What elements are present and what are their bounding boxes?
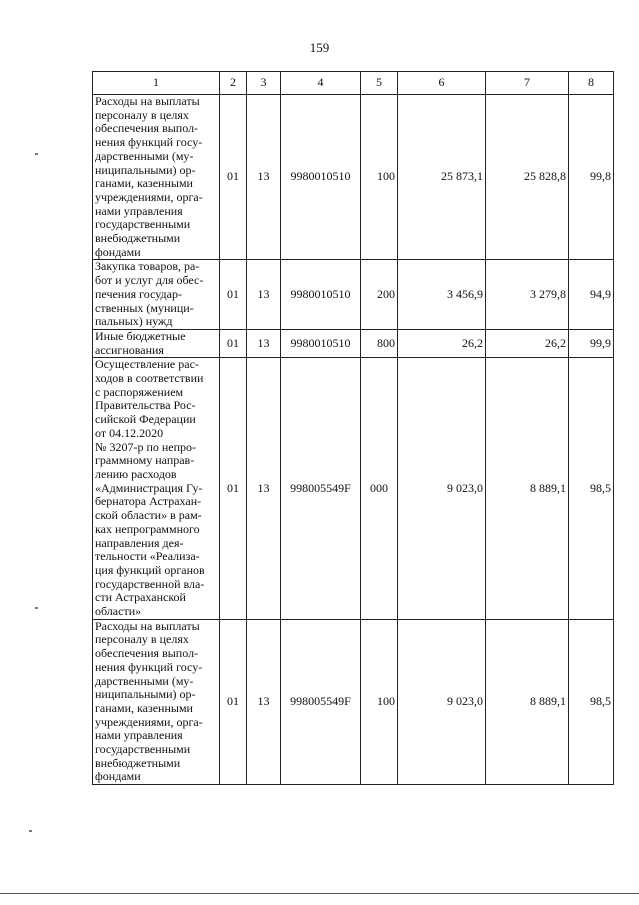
section-code: 01 [220, 619, 247, 784]
table-row [93, 619, 614, 784]
expense-type-code: 100 [361, 95, 398, 260]
table-row [93, 260, 614, 330]
actual-amount: 8 889,1 [486, 619, 569, 784]
execution-percent: 99,9 [569, 329, 614, 357]
section-code: 01 [220, 260, 247, 330]
page-number: 159 [309, 40, 330, 55]
column-header: 7 [486, 72, 569, 95]
actual-amount: 25 828,8 [486, 95, 569, 260]
expense-description: Расходы на выплаты персоналу в целях обеспечения выпол- нения функций госу- дарственными (му- ниципальными) ор- ганами, казенными учреждениями, орга- нами управления государственными внебюджетными фондами [93, 619, 220, 784]
target-article-code: 998005549F [281, 619, 361, 784]
section-code: 01 [220, 358, 247, 619]
target-article-code: 9980010510 [281, 260, 361, 330]
expense-description: Закупка товаров, ра- бот и услуг для обес- печения государ- ственных (муници- пальных) нужд [93, 260, 220, 330]
planned-amount: 9 023,0 [398, 358, 486, 619]
target-article-code: 9980010510 [281, 95, 361, 260]
column-header: 6 [398, 72, 486, 95]
subsection-code: 13 [247, 329, 281, 357]
target-article-code: 9980010510 [281, 329, 361, 357]
column-header: 1 [93, 72, 220, 95]
expense-type-code: 100 [361, 619, 398, 784]
execution-percent: 98,5 [569, 619, 614, 784]
execution-percent: 99,8 [569, 95, 614, 260]
page-bottom-rule [0, 893, 639, 894]
planned-amount: 3 456,9 [398, 260, 486, 330]
column-header: 2 [220, 72, 247, 95]
subsection-code: 13 [247, 260, 281, 330]
table-row [93, 95, 614, 260]
budget-table [92, 71, 614, 785]
actual-amount: 3 279,8 [486, 260, 569, 330]
planned-amount: 9 023,0 [398, 619, 486, 784]
column-header: 8 [569, 72, 614, 95]
expense-description: Расходы на выплаты персоналу в целях обеспечения выпол- нения функций госу- дарственными (му- ниципальными) ор- ганами, казенными учреждениями, орга- нами управления государственными внебюджетными фондами [93, 95, 220, 260]
expense-description: Осуществление рас- ходов в соответствии с распоряжением Правительства Рос- сийской Федерации от 04.12.2020 № 3207-р по непро- граммному направ- лению расходов «Администрация Гу- бернатора Астрахан- ской области» в рам- ках непрограммного направления дея- тельности «Реализа- ция функций органов государственной вла- сти Астраханской области» [93, 358, 220, 619]
subsection-code: 13 [247, 95, 281, 260]
actual-amount: 8 889,1 [486, 358, 569, 619]
column-header: 3 [247, 72, 281, 95]
subsection-code: 13 [247, 619, 281, 784]
table-header-row [93, 72, 614, 95]
table-row [93, 358, 614, 619]
column-header: 4 [281, 72, 361, 95]
subsection-code: 13 [247, 358, 281, 619]
column-header: 5 [361, 72, 398, 95]
scan-speck [35, 153, 38, 155]
scan-speck [29, 830, 32, 832]
expense-type-code: 800 [361, 329, 398, 357]
expense-description: Иные бюджетные ассигнования [93, 329, 220, 357]
execution-percent: 94,9 [569, 260, 614, 330]
expense-type-code: 200 [361, 260, 398, 330]
planned-amount: 26,2 [398, 329, 486, 357]
scan-speck [35, 607, 38, 609]
table-row [93, 329, 614, 357]
execution-percent: 98,5 [569, 358, 614, 619]
expense-type-code: 000 [361, 358, 398, 619]
target-article-code: 998005549F [281, 358, 361, 619]
section-code: 01 [220, 95, 247, 260]
planned-amount: 25 873,1 [398, 95, 486, 260]
actual-amount: 26,2 [486, 329, 569, 357]
section-code: 01 [220, 329, 247, 357]
